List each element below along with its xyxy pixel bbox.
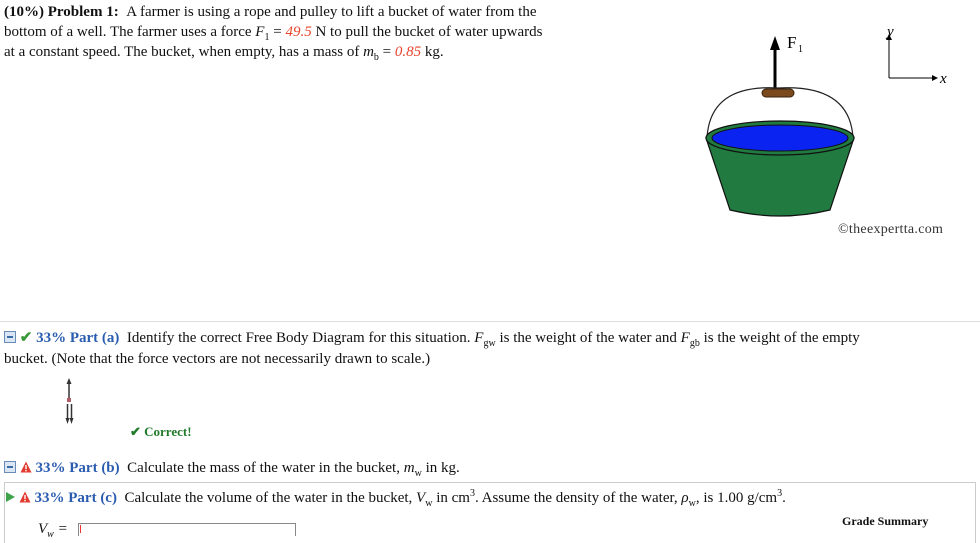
fbd-down-head-2 [70, 418, 74, 424]
part-c-text-1: Calculate the volume of the water in the bucket, [124, 490, 413, 506]
part-a-pct: 33% [36, 330, 67, 346]
mass-subscript: b [373, 52, 379, 63]
part-c-text-4: , is 1.00 g/cm [695, 490, 778, 506]
part-a-text-4: bucket. (Note that the force vectors are not necessarily drawn to scale.) [4, 351, 431, 367]
part-c-header [6, 488, 786, 508]
part-b-label[interactable]: Part (b) [69, 460, 120, 476]
water-surface [712, 125, 848, 151]
fgb-sub: gb [689, 338, 700, 349]
part-c-text-3: . Assume the density of the water, [474, 490, 678, 506]
mass-eq: = [378, 44, 395, 60]
force-arrow-head [770, 36, 780, 50]
correct-feedback: ✔ Correct! [130, 424, 192, 439]
answer-sub: w [47, 529, 54, 540]
x-axis-head [932, 75, 938, 81]
answer-symbol: V [38, 521, 48, 537]
force-value: 49.5 [285, 24, 312, 40]
part-a-text-2: is the weight of the water and [495, 330, 681, 346]
mass-unit: kg. [421, 44, 444, 60]
answer-eq: = [53, 521, 68, 537]
cm3-sup: 3 [469, 488, 475, 499]
vw-sub: w [425, 498, 433, 509]
part-a-header [4, 328, 860, 348]
force-subscript: 1 [264, 32, 270, 43]
part-a-label[interactable]: Part (a) [69, 330, 120, 346]
y-axis-label: y [887, 24, 894, 40]
part-b-text-2: in kg. [421, 460, 460, 476]
expand-play-icon[interactable] [6, 492, 15, 502]
force-symbol: F [255, 24, 265, 40]
fgb-symbol: F [680, 330, 690, 346]
problem-text-2: bottom of a well. The farmer uses a force [4, 24, 252, 40]
watermark: ©theexpertta.com [838, 222, 944, 237]
problem-statement [4, 2, 604, 62]
collapse-toggle-b[interactable] [4, 461, 16, 473]
warning-icon [19, 491, 31, 503]
fgw-sub: gw [483, 338, 496, 349]
answer-label [38, 521, 68, 538]
fgw-symbol: F [474, 330, 484, 346]
check-icon: ✔ [19, 330, 33, 346]
part-c-label[interactable]: Part (c) [68, 490, 117, 506]
answer-input[interactable] [78, 523, 296, 536]
mw-symbol: m [403, 460, 415, 476]
free-body-diagram [50, 376, 90, 428]
part-b-text-1: Calculate the mass of the water in the bucket, [127, 460, 400, 476]
part-a-text-3: is the weight of the empty [699, 330, 860, 346]
handle-knob [762, 89, 794, 97]
force-label-sub: 1 [798, 44, 803, 55]
rho-symbol: ρ [681, 490, 689, 506]
fbd-body [67, 398, 71, 402]
rho-sub: w [688, 498, 696, 509]
part-b-pct: 33% [35, 460, 66, 476]
vw-symbol: V [416, 490, 426, 506]
problem-text-3: N to pull the bucket of water upwards [311, 24, 543, 40]
grade-summary-heading: Grade Summary [842, 514, 929, 528]
force-eq: = [269, 24, 286, 40]
bucket-diagram [690, 24, 970, 224]
mass-symbol: m [363, 44, 374, 60]
part-c-text-2: in cm [432, 490, 470, 506]
fbd-down-head-1 [66, 418, 70, 424]
part-a-text-1: Identify the correct Free Body Diagram for this situation. [126, 330, 471, 346]
part-c-text-5: . [782, 490, 786, 506]
mass-value: 0.85 [394, 44, 422, 60]
problem-text-1: A farmer is using a rope and pulley to lift a bucket of water from the [126, 4, 537, 20]
part-a-divider [0, 321, 980, 322]
force-label: F [787, 33, 797, 52]
gcm3-sup: 3 [777, 488, 783, 499]
fbd-up-head [67, 378, 72, 384]
warning-icon [20, 461, 32, 473]
problem-text-4: at a constant speed. The bucket, when empty, has a mass of [4, 44, 360, 60]
problem-title: Problem 1: [47, 4, 119, 20]
x-axis-label: x [940, 71, 947, 87]
mw-sub: w [414, 468, 422, 479]
problem-weight: (10%) [4, 4, 44, 20]
collapse-toggle-a[interactable] [4, 331, 16, 343]
part-b-header [4, 458, 460, 478]
part-c-pct: 33% [34, 490, 65, 506]
